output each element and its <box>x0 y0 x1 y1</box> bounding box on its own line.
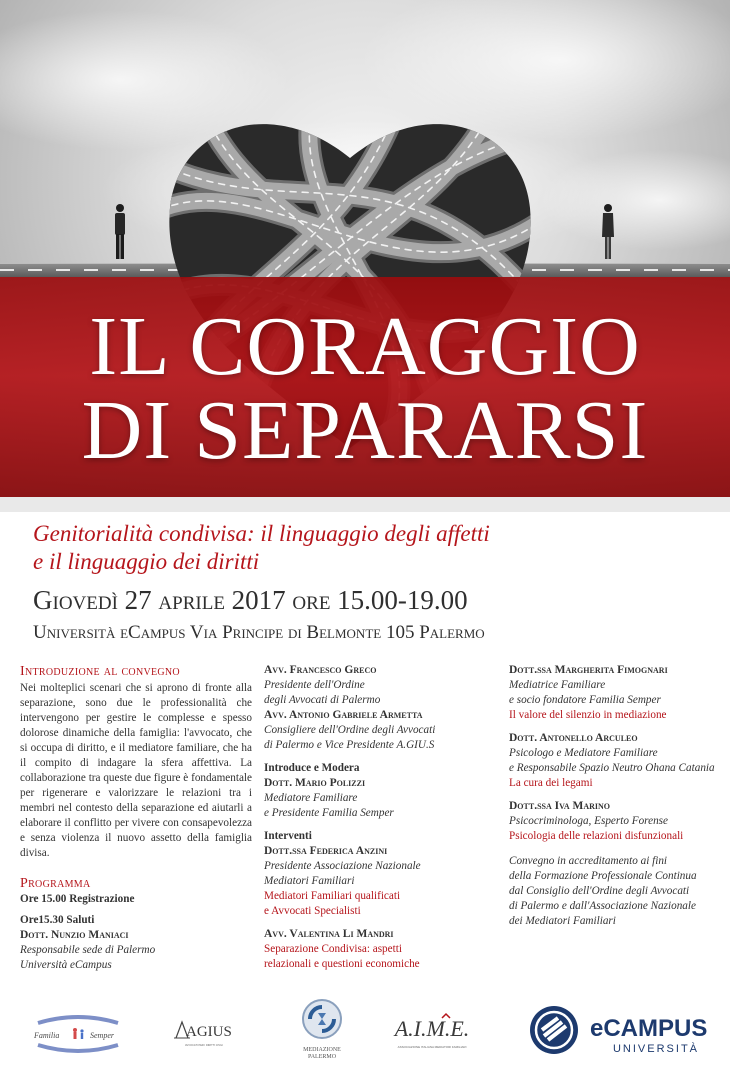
title-line-1: IL CORAGGIO <box>89 300 641 393</box>
speaker-role-greco-2: degli Avvocati di Palermo <box>264 694 381 706</box>
saluti: Ore15.30 Saluti <box>20 914 95 926</box>
speaker-name-armetta: Avv. Antonio Gabriele Armetta <box>264 709 423 721</box>
speaker-name-anzini: Dott.ssa Federica Anzini <box>264 845 388 857</box>
talk-limandri-2: relazionali e questioni economiche <box>264 958 420 970</box>
interventi-label: Interventi <box>264 830 312 842</box>
subtitle-line-2: e il linguaggio dei diritti <box>33 549 260 574</box>
speaker-role-armetta-2: di Palermo e Vice Presidente A.GIU.S <box>264 739 435 751</box>
speaker-role-polizzi-2: e Presidente Familia Semper <box>264 807 394 819</box>
agius-subtext: AVVOCATI PER I DIRITTI CIVILI <box>185 1044 223 1047</box>
accreditation-line-4: di Palermo e dall'Associazione Nazionale <box>509 900 696 912</box>
subtitle <box>33 520 713 576</box>
speaker-name-polizzi: Dott. Mario Polizzi <box>264 777 366 789</box>
accreditation-line-3: dal Consiglio dell'Ordine degli Avvocati <box>509 885 690 897</box>
woman-figure <box>600 203 616 261</box>
familia-semper-logo <box>28 995 128 1065</box>
hero-image <box>0 0 730 512</box>
speaker-role-arculeo-2: e Responsabile Spazio Neutro Ohana Catania <box>509 762 715 774</box>
speaker-name-greco: Avv. Francesco Greco <box>264 664 377 676</box>
banner-edge <box>0 497 730 512</box>
speaker-name-maniaci: Dott. Nunzio Maniaci <box>20 929 129 941</box>
speaker-name-fimognari: Dott.ssa Margherita Fimognari <box>509 664 668 676</box>
ecampus-text: eCAMPUS <box>590 1015 708 1042</box>
aime-logo <box>384 995 480 1065</box>
speaker-name-marino: Dott.ssa Iva Marino <box>509 800 611 812</box>
talk-anzini-1: Mediatori Familiari qualificati <box>264 890 401 902</box>
column-speakers-2 <box>509 663 721 929</box>
mediazione-palermo-logo <box>290 995 354 1065</box>
page-title <box>0 300 730 477</box>
intro-body: Nei molteplici scenari che si aprono di fronte alla separazione, sono due le professionalità che intervengono per gestire le complesse e spesso dolorose dinamiche della famiglia: l'avvocato, che si occupa di diritto, e il mediatore familiare, che ha il compito di indagare la sfera affettiva. La collaborazione tra queste due figure è fondamentale per rigenerare e valorizzare le relazioni tra i membri nel contesto della separazione ed aiutarli a elaborare il conflitto per vivere con consapevolezza e senza violenza il nuovo assetto della famiglia divisa. <box>20 682 252 859</box>
talk-marino: Psicologia delle relazioni disfunzionali <box>509 830 684 842</box>
ecampus-logo <box>528 995 718 1065</box>
speaker-name-limandri: Avv. Valentina Li Mandri <box>264 928 394 940</box>
speaker-role-polizzi-1: Mediatore Familiare <box>264 792 358 804</box>
speaker-role-anzini-2: Mediatori Familiari <box>264 875 355 887</box>
man-figure <box>112 203 128 261</box>
speaker-role-marino: Psicocriminologa, Esperto Forense <box>509 815 668 827</box>
mediazione-text-2: PALERMO <box>307 1054 337 1060</box>
speaker-role-anzini-1: Presidente Associazione Nazionale <box>264 860 421 872</box>
talk-arculeo: La cura dei legami <box>509 777 593 789</box>
talk-fimognari: Il valore del silenzio in mediazione <box>509 709 667 721</box>
aime-subtext: ASSOCIAZIONE ITALIANA MEDIATORI FAMILIARI <box>397 1045 467 1049</box>
sponsor-logos <box>0 995 730 1065</box>
event-date: Giovedì 27 aprile 2017 ore 15.00-19.00 <box>33 585 468 615</box>
speaker-role-fimognari-1: Mediatrice Familiare <box>509 679 606 691</box>
ecampus-subtext: UNIVERSITÀ <box>612 1043 700 1055</box>
column-intro <box>20 663 252 973</box>
programma-heading: Programma <box>20 876 91 891</box>
semper-text: Semper <box>90 1031 114 1040</box>
speaker-role-armetta-1: Consigliere dell'Ordine degli Avvocati <box>264 724 436 736</box>
speaker-role-greco-1: Presidente dell'Ordine <box>264 679 365 691</box>
registrazione: Ore 15.00 Registrazione <box>20 893 135 905</box>
intro-heading: Introduzione al convegno <box>20 664 180 679</box>
accreditation-line-1: Convegno in accreditamento ai fini <box>509 855 668 867</box>
familia-text: Familia <box>34 1031 60 1040</box>
speaker-role-maniaci-1: Responsabile sede di Palermo <box>20 944 156 956</box>
accreditation-line-5: dei Mediatori Familiari <box>509 915 616 927</box>
modera-label: Introduce e Modera <box>264 762 360 774</box>
title-line-2: DI SEPARARSI <box>81 384 649 477</box>
aime-text: A.I.M.E. <box>394 1016 470 1041</box>
event-venue: Università eCampus Via Principe di Belmonte 105 Palermo <box>33 622 485 643</box>
agius-text: AGIUS <box>186 1024 232 1040</box>
accreditation-line-2: della Formazione Professionale Continua <box>509 870 697 882</box>
speaker-role-fimognari-2: e socio fondatore Familia Semper <box>509 694 661 706</box>
talk-anzini-2: e Avvocati Specialisti <box>264 905 361 917</box>
subtitle-line-1: Genitorialità condivisa: il linguaggio degli affetti <box>33 521 490 546</box>
speaker-role-arculeo-1: Psicologo e Mediatore Familiare <box>509 747 658 759</box>
accreditation-note <box>509 854 721 929</box>
speaker-role-maniaci-2: Università eCampus <box>20 959 112 971</box>
speaker-name-arculeo: Dott. Antonello Arculeo <box>509 732 638 744</box>
agius-logo <box>172 995 236 1065</box>
column-speakers-1 <box>264 663 500 972</box>
mediazione-text-1: MEDIAZIONE <box>303 1047 341 1053</box>
talk-limandri-1: Separazione Condivisa: aspetti <box>264 943 402 955</box>
